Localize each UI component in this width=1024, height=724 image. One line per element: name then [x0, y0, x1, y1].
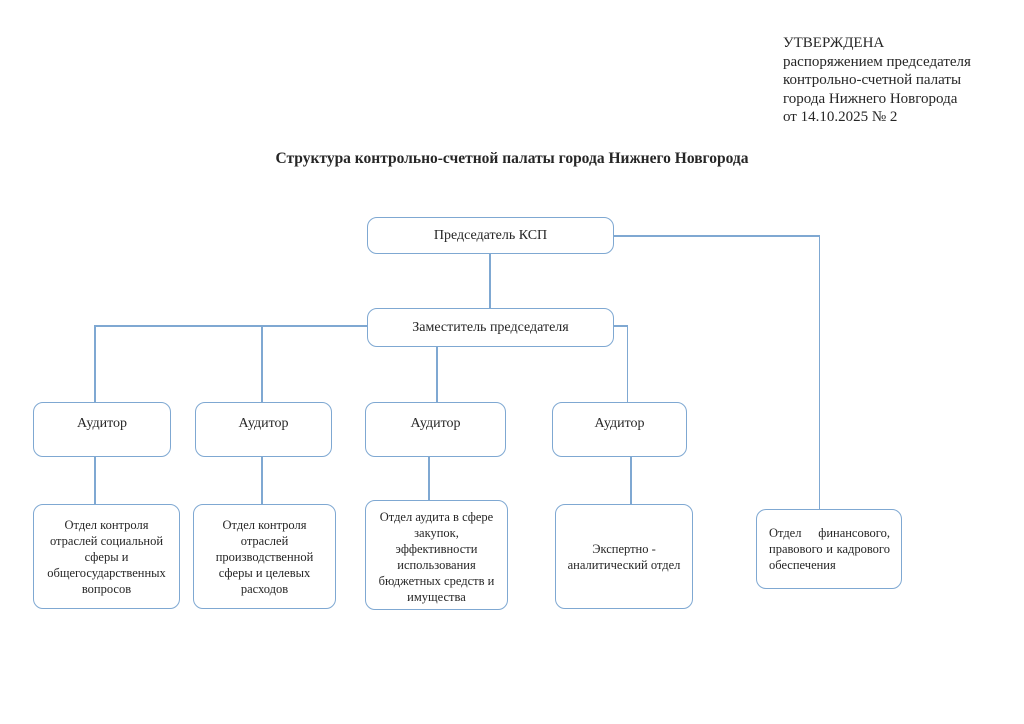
approval-line: УТВЕРЖДЕНА: [783, 35, 885, 51]
node-label: Отдел финансового, правового и кадрового обеспечения: [769, 526, 890, 572]
connector-deputy-auditor4: [627, 325, 629, 403]
connector-auditor2-dept: [261, 456, 263, 505]
connector-chairman-finance-vertical: [819, 235, 821, 509]
node-label: Отдел контроля отраслей социальной сферы и общегосударственных вопросов: [47, 517, 166, 596]
node-label: Аудитор: [238, 416, 289, 431]
node-auditor-2: [195, 402, 332, 457]
approval-line: от 14.10.2025 № 2: [783, 109, 898, 125]
approval-line: распоряжением председателя: [783, 53, 971, 70]
node-dept-procurement-audit: [365, 500, 508, 610]
approval-block: [783, 34, 1003, 127]
page-title: Структура контрольно-счетной палаты города Нижнего Новгорода: [275, 150, 749, 167]
connector-auditor3-dept: [428, 456, 430, 501]
node-label: Председатель КСП: [433, 228, 548, 243]
node-dept-finance-legal-hr: [756, 509, 902, 589]
node-dept-social-control: [33, 504, 180, 609]
connector-chairman-deputy: [489, 253, 491, 309]
node-label: Аудитор: [76, 416, 128, 431]
node-auditor-4: [552, 402, 687, 457]
node-dept-expert-analytical: [555, 504, 693, 609]
connector-deputy-left-branch: [94, 325, 368, 327]
connector-auditor4-dept: [630, 456, 632, 505]
node-label: Аудитор: [410, 416, 461, 431]
connector-chairman-finance-horizontal: [613, 235, 820, 237]
connector-deputy-auditor1: [94, 325, 96, 403]
node-auditor-3: [365, 402, 506, 457]
node-chairman: [367, 217, 614, 254]
node-label: Аудитор: [594, 416, 645, 431]
connector-auditor1-dept: [94, 456, 96, 505]
node-label: Экспертно - аналитический отдел: [567, 541, 681, 572]
node-auditor-1: [33, 402, 171, 457]
node-deputy-chairman: [367, 308, 614, 347]
node-label: Отдел контроля отраслей производственной сферы и целевых расходов: [215, 517, 314, 596]
connector-deputy-auditor3: [436, 346, 438, 403]
connector-deputy-auditor2: [261, 325, 263, 403]
node-label: Отдел аудита в сфере закупок, эффективности использования бюджетных средств и имущества: [378, 510, 495, 604]
node-label: Заместитель председателя: [412, 320, 569, 335]
approval-line: контрольно-счетной палаты: [783, 72, 962, 88]
approval-line: города Нижнего Новгорода: [783, 90, 958, 107]
node-dept-industrial-control: [193, 504, 336, 609]
